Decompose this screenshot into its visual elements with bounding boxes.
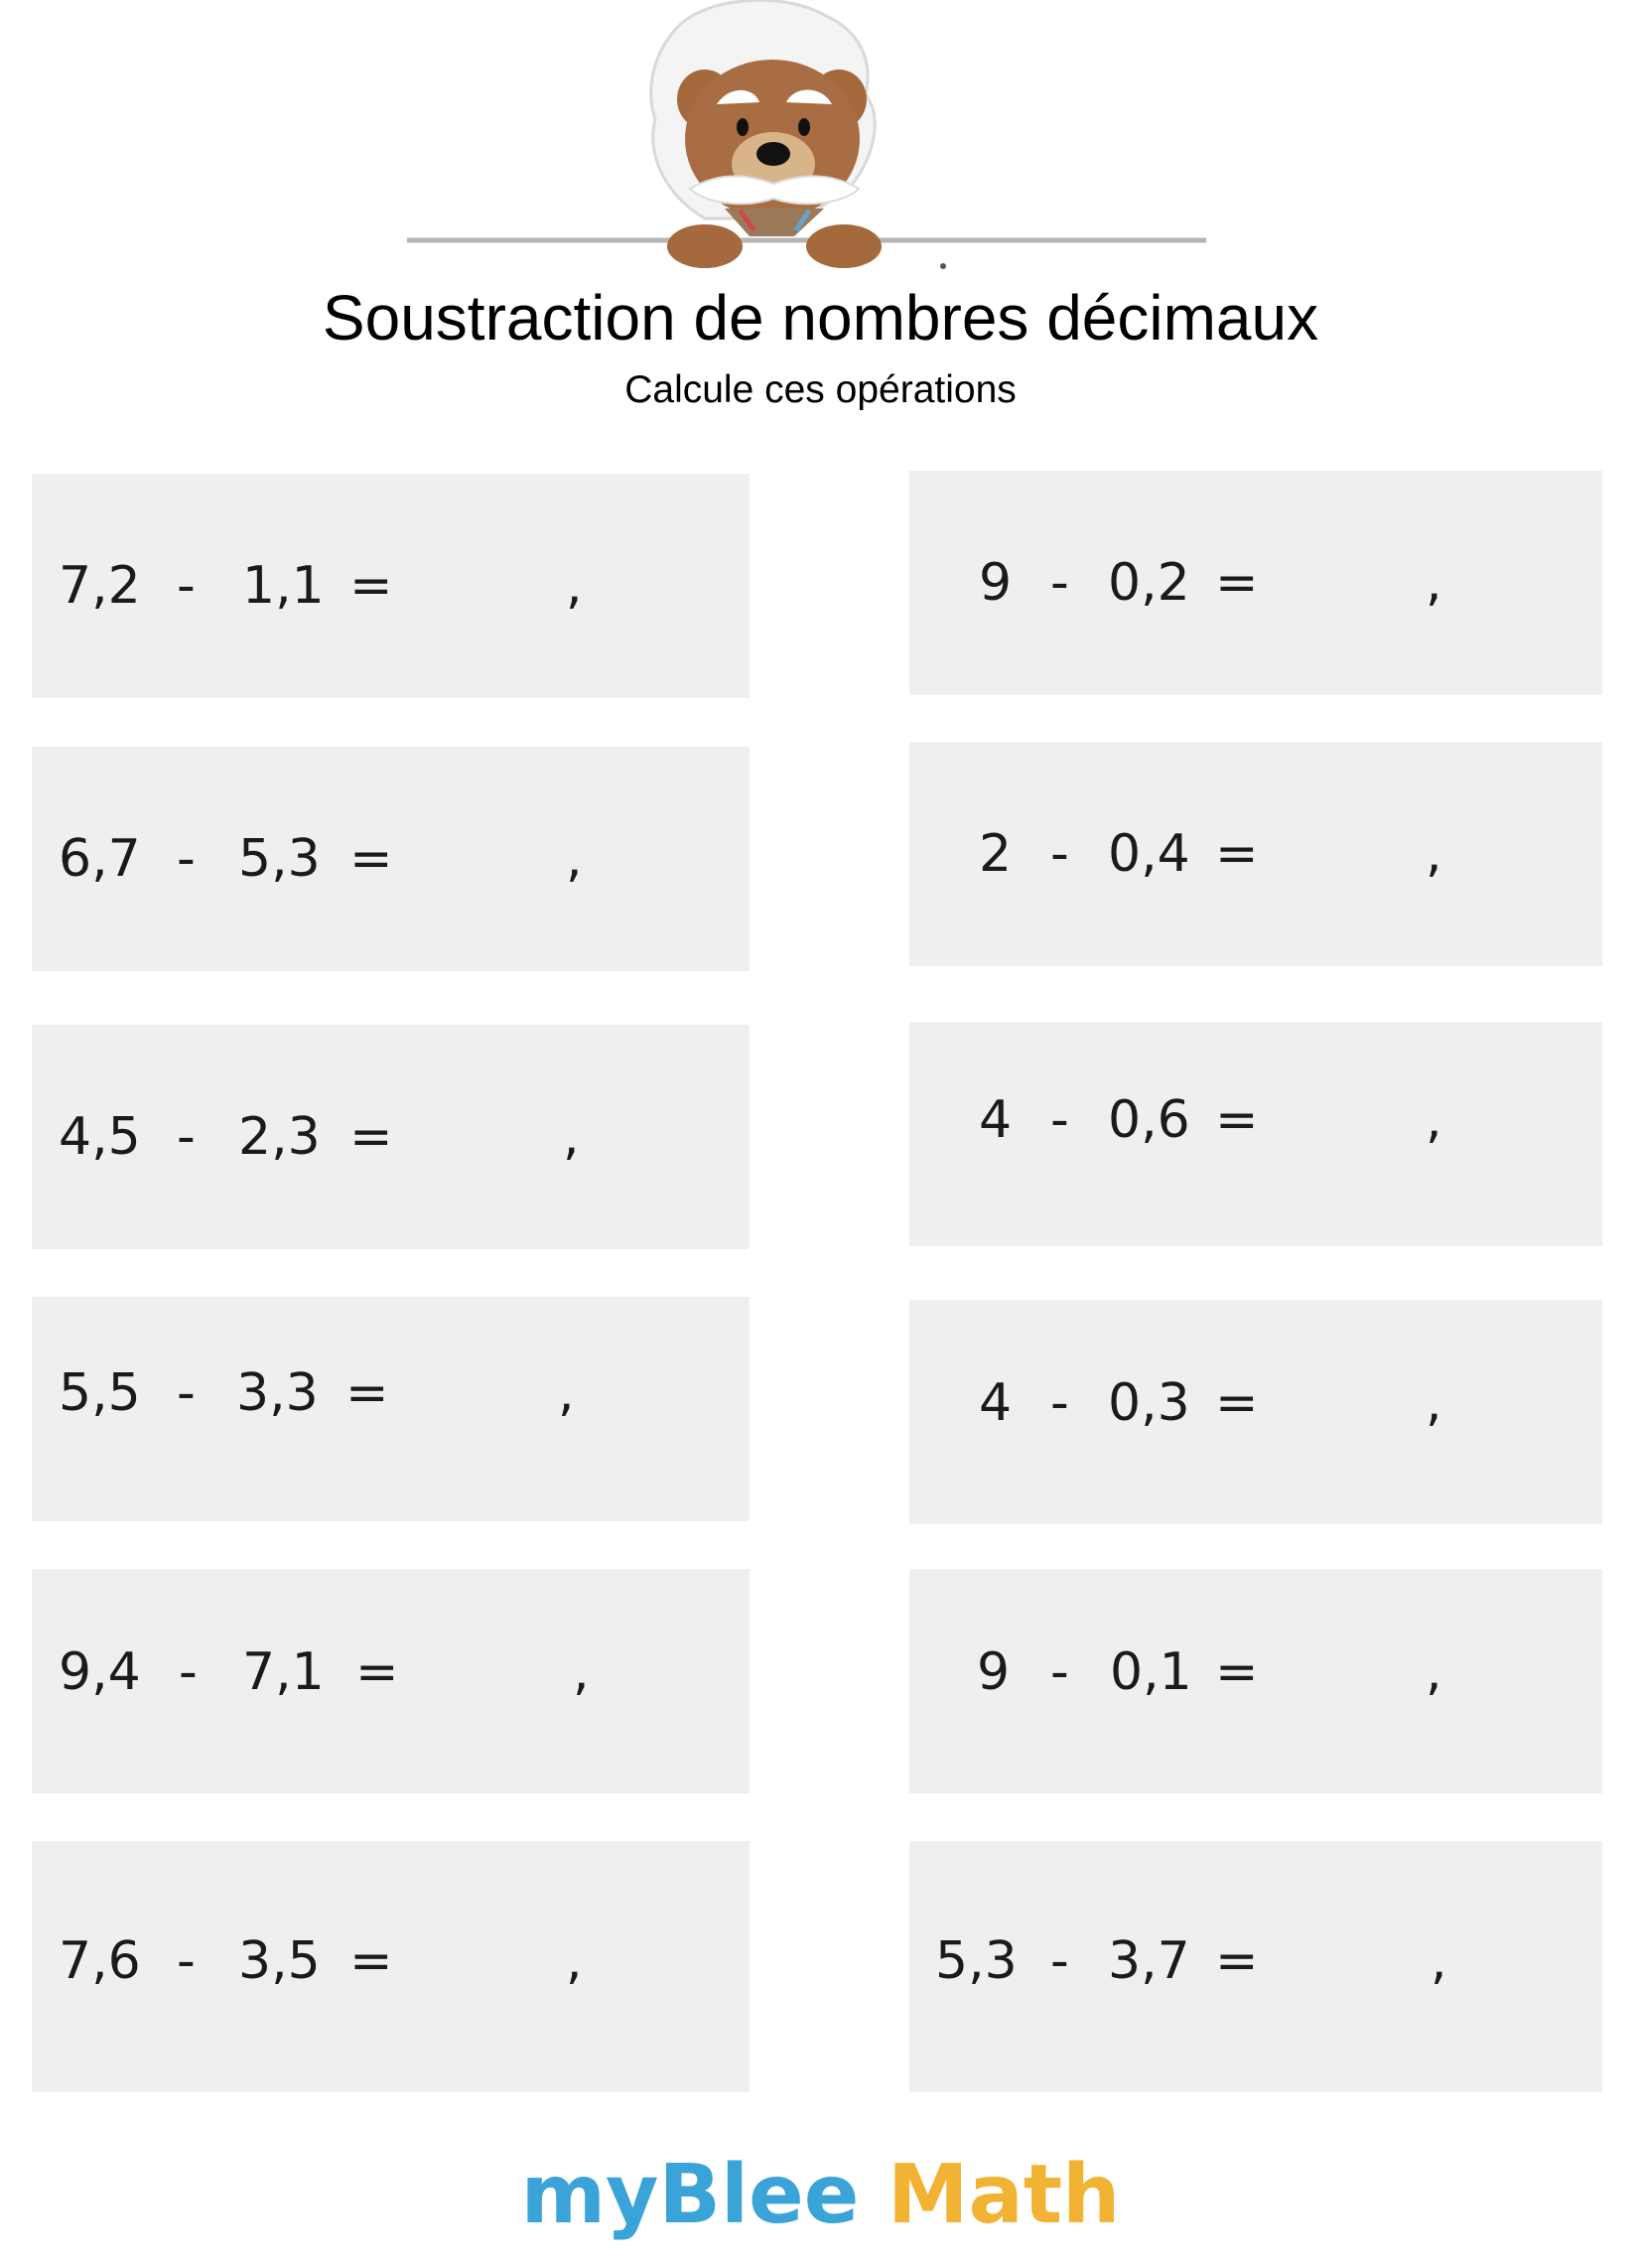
exercise-box <box>909 742 1602 966</box>
equals-sign: = <box>1215 1641 1259 1702</box>
operand-a: 9,4 <box>59 1641 141 1702</box>
operand-a: 9 <box>979 553 1013 613</box>
minus-sign: - <box>177 556 196 616</box>
exercise-box <box>909 1022 1602 1246</box>
logo-part-math: Math <box>887 2148 1121 2242</box>
operand-a: 4 <box>979 1372 1013 1433</box>
minus-sign: - <box>177 1107 196 1167</box>
equals-sign: = <box>349 1107 393 1167</box>
exercise-box <box>32 474 750 698</box>
decimal-comma: , <box>1426 1641 1442 1702</box>
decimal-comma: , <box>566 556 583 616</box>
decimal-comma: , <box>558 1363 575 1424</box>
operand-b: 2,3 <box>238 1107 321 1167</box>
equals-sign: = <box>1215 1931 1259 1992</box>
operand-a: 4 <box>979 1090 1013 1151</box>
exercise-box <box>32 1025 750 1249</box>
equals-sign: = <box>349 1931 393 1992</box>
minus-sign: - <box>177 1931 196 1992</box>
exercise-box <box>909 1841 1602 2092</box>
page-title: Soustraction de nombres décimaux <box>322 282 1319 354</box>
exercise-box <box>909 471 1602 695</box>
equals-sign: = <box>355 1641 399 1702</box>
operand-b: 0,3 <box>1108 1372 1190 1433</box>
exercise-box <box>32 1297 750 1521</box>
equals-sign: = <box>1215 1090 1259 1151</box>
myblee-math-logo <box>0 2148 1641 2242</box>
operand-b: 0,2 <box>1108 553 1190 613</box>
equals-sign: = <box>349 829 393 889</box>
decimal-comma: , <box>566 1931 583 1992</box>
exercise-box <box>32 747 750 971</box>
exercise-box <box>909 1300 1602 1524</box>
decimal-comma: , <box>1426 824 1442 884</box>
operand-b: 0,1 <box>1110 1641 1192 1702</box>
decimal-comma: , <box>1431 1931 1447 1992</box>
minus-sign: - <box>1050 1931 1069 1992</box>
operand-a: 5,3 <box>935 1931 1018 1992</box>
decimal-comma: , <box>566 829 583 889</box>
operand-b: 7,1 <box>242 1641 325 1702</box>
equals-sign: = <box>1215 1372 1259 1433</box>
operand-b: 0,6 <box>1108 1090 1190 1151</box>
operand-b: 3,7 <box>1108 1931 1190 1992</box>
operand-a: 6,7 <box>59 829 141 889</box>
page-subtitle: Calcule ces opérations <box>624 368 1017 411</box>
decimal-comma: , <box>1426 553 1442 613</box>
operand-a: 7,6 <box>59 1931 141 1992</box>
exercise-box <box>32 1569 750 1793</box>
operand-a: 4,5 <box>59 1107 141 1167</box>
decimal-comma: , <box>1426 1090 1442 1151</box>
decimal-comma: , <box>1426 1372 1442 1433</box>
equals-sign: = <box>349 556 393 616</box>
decimal-comma: , <box>573 1641 590 1702</box>
operand-a: 7,2 <box>59 556 141 616</box>
exercise-box <box>32 1841 750 2092</box>
minus-sign: - <box>1050 553 1069 613</box>
logo-part-myblee: myBlee <box>520 2148 860 2242</box>
operand-a: 2 <box>979 824 1013 884</box>
minus-sign: - <box>1050 1372 1069 1433</box>
equals-sign: = <box>1215 824 1259 884</box>
operand-b: 0,4 <box>1108 824 1190 884</box>
operand-b: 3,5 <box>238 1931 321 1992</box>
minus-sign: - <box>177 829 196 889</box>
minus-sign: - <box>1050 824 1069 884</box>
minus-sign: - <box>179 1641 198 1702</box>
exercise-box <box>909 1569 1602 1793</box>
decimal-comma: , <box>563 1107 580 1167</box>
minus-sign: - <box>177 1363 196 1424</box>
operand-b: 5,3 <box>238 829 321 889</box>
equals-sign: = <box>345 1363 389 1424</box>
operand-b: 3,3 <box>236 1363 319 1424</box>
operand-b: 1,1 <box>242 556 325 616</box>
operand-a: 5,5 <box>59 1363 141 1424</box>
equals-sign: = <box>1215 553 1259 613</box>
bear-mascot-icon <box>407 0 1231 273</box>
operand-a: 9 <box>977 1641 1011 1702</box>
minus-sign: - <box>1050 1641 1069 1702</box>
minus-sign: - <box>1050 1090 1069 1151</box>
